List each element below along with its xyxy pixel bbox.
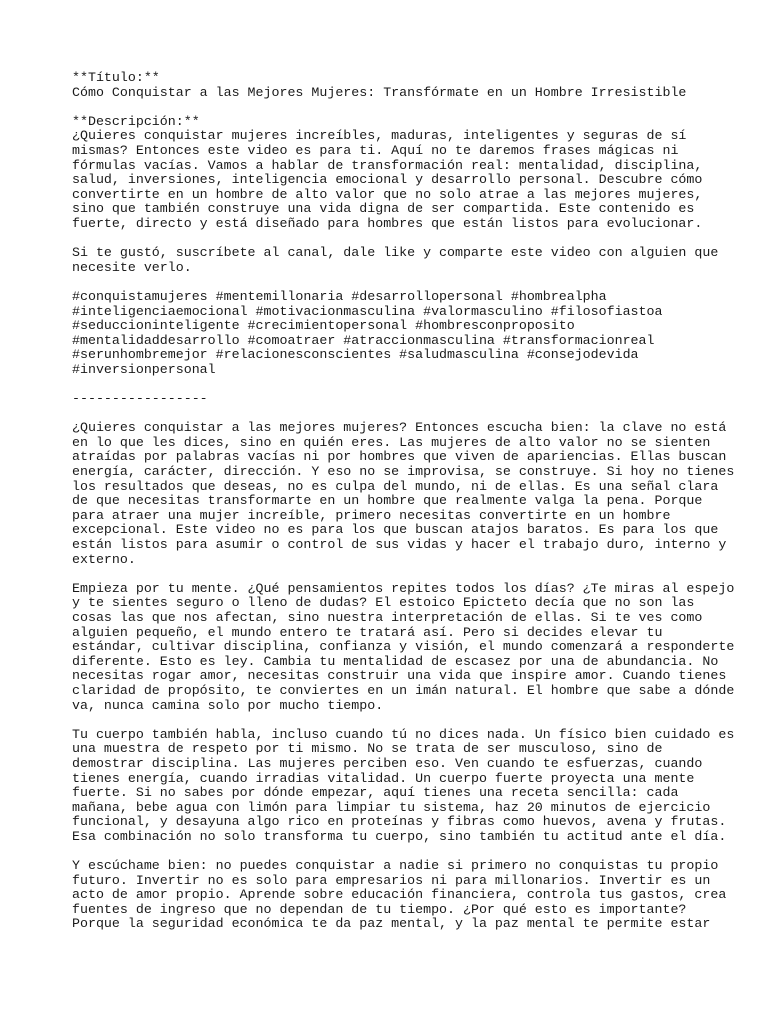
paragraph-line: en lo que les dices, sino en quién eres. Las mujeres de alto valor no se sienten [72, 434, 711, 450]
paragraph-line: necesitas rogar amor, necesitas construir una vida que inspire amor. Cuando tienes [72, 668, 727, 684]
hashtag-line: #seduccioninteligente #crecimientopersonal #hombresconproposito [72, 318, 575, 334]
paragraph-line: fuerte. Si no sabes por dónde empezar, aquí tienes una receta sencilla: cada [72, 785, 679, 801]
document-title: Cómo Conquistar a las Mejores Mujeres: Transfórmate en un Hombre Irresistible [72, 84, 687, 100]
paragraph-2 [72, 580, 735, 713]
description-line: sino que también construye una vida digna de ser compartida. Este contenido es [72, 201, 695, 217]
paragraph-line: y te sientes seguro o lleno de dudas? El estoico Epicteto decía que no son las [72, 595, 695, 611]
document-page [72, 70, 735, 932]
spacer [72, 100, 712, 115]
description-line: ¿Quieres conquistar mujeres increíbles, maduras, inteligentes y seguras de sí [72, 128, 687, 144]
paragraph-line: demostrar disciplina. Las mujeres perciben eso. Ven cuando te esfuerzas, cuando [72, 755, 703, 771]
paragraph-4 [72, 858, 727, 932]
hashtag-line: #mentalidaddesarrollo #comoatraer #atraccionmasculina #transformacionreal [72, 332, 655, 348]
paragraph-line: una muestra de respeto por ti mismo. No se trata de ser musculoso, sino de [72, 741, 663, 757]
paragraph-line: mañana, bebe agua con limón para limpiar tu sistema, haz 20 minutos de ejercicio [72, 799, 711, 815]
paragraph-line: energía, carácter, dirección. Y eso no se improvisa, se construye. Si hoy no tienes [72, 464, 735, 480]
paragraph-line: cosas las que nos afectan, sino nuestra interpretación de ellas. Si te ves como [72, 609, 703, 625]
paragraph-line: están listos para asumir o control de sus vidas y hacer el trabajo duro, interno y [72, 537, 727, 552]
paragraph-line: fuentes de ingreso que no dependan de tu tiempo. ¿Por qué esto es importante? [72, 901, 687, 917]
separator: ----------------- [72, 391, 208, 407]
paragraph-line: externo. [72, 551, 136, 567]
paragraph-line: tienes energía, cuando irradias vitalidad. Un cuerpo fuerte proyecta una mente [72, 770, 695, 786]
paragraph-line: Esa combinación no solo transforma tu cuerpo, sino también tu actitud ante el día. [72, 828, 727, 844]
paragraph-line: claridad de propósito, te conviertes en un imán natural. El hombre que sabe a dónde [72, 682, 735, 698]
description-line: fórmulas vacías. Vamos a hablar de transformación real: mentalidad, disciplina, [72, 157, 703, 173]
paragraph-line: estándar, cultivar disciplina, confianza y visión, el mundo comenzará a responderte [72, 639, 735, 655]
hashtag-line: #inversionpersonal [72, 361, 216, 377]
description-line: salud, inversiones, inteligencia emocional y desarrollo personal. Descubre cómo [72, 172, 703, 188]
spacer [72, 407, 712, 422]
description-block [72, 129, 712, 231]
spacer [72, 275, 712, 290]
paragraph-line: atraídas por palabras vacías ni por hombres que viven de apariencias. Ellas buscan [72, 449, 727, 465]
paragraph-line: Porque la seguridad económica te da paz mental, y la paz mental te permite estar [72, 916, 711, 932]
paragraph-line: ¿Quieres conquistar a las mejores mujeres? Entonces escucha bien: la clave no está [72, 420, 727, 436]
call-to-action [72, 245, 719, 275]
paragraph-line: diferente. Esto es ley. Cambia tu mentalidad de escasez por una de abundancia. No [72, 653, 719, 669]
hashtag-line: #inteligenciaemocional #motivacionmasculina #valormasculino #filosofiastoa [72, 303, 663, 319]
paragraph-1 [72, 420, 735, 567]
paragraph-line: para atraer una mujer increíble, primero necesitas convertirte en un hombre [72, 507, 671, 523]
paragraph-line: funcional, y desayuna algo rico en proteínas y fibras como huevos, avena y frutas. [72, 814, 727, 830]
paragraph-line: va, nunca camina solo por mucho tiempo. [72, 697, 384, 713]
paragraph-line: Tu cuerpo también habla, incluso cuando tú no dices nada. Un físico bien cuidado es [72, 726, 735, 742]
spacer [72, 232, 712, 247]
spacer [72, 567, 712, 582]
description-line: convertirte en un hombre de alto valor que no solo atrae a las mejores mujeres, [72, 186, 703, 202]
paragraph-line: de que necesitas transformarte en un hombre que realmente valga la pena. Porque [72, 493, 703, 509]
cta-line: Si te gustó, suscríbete al canal, dale like y comparte este video con alguien que [72, 245, 719, 261]
paragraph-line: excepcional. Este video no es para los que buscan atajos baratos. Es para los que [72, 522, 719, 538]
paragraph-line: Y escúchame bien: no puedes conquistar a nadie si primero no conquistas tu propio [72, 858, 719, 874]
hashtags-block [72, 290, 712, 378]
paragraph-line: acto de amor propio. Aprende sobre educación financiera, controla tus gastos, crea [72, 887, 727, 903]
description-heading: **Descripción:** [72, 113, 200, 129]
description-line: fuerte, directo y está diseñado para hombres que están listos para evolucionar. [72, 215, 703, 231]
spacer [72, 713, 712, 728]
hashtag-line: #serunhombremejor #relacionesconscientes #saludmasculina #consejodevida [72, 347, 639, 363]
spacer [72, 844, 712, 859]
paragraph-3 [72, 726, 735, 845]
description-line: mismas? Entonces este video es para ti. Aquí no te daremos frases mágicas ni [72, 142, 679, 158]
paragraph-line: Empieza por tu mente. ¿Qué pensamientos repites todos los días? ¿Te miras al espejo [72, 580, 735, 596]
paragraph-line: alguien pequeño, el mundo entero te tratará así. Pero si decides elevar tu [72, 624, 663, 640]
hashtag-line: #conquistamujeres #mentemillonaria #desarrollopersonal #hombrealpha [72, 288, 607, 304]
spacer [72, 377, 712, 392]
paragraph-line: los resultados que deseas, no es culpa del mundo, ni de ellas. Es una señal clara [72, 478, 719, 494]
cta-line: necesite verlo. [72, 259, 192, 275]
paragraph-line: futuro. Invertir no es solo para empresarios ni para millonarios. Invertir es un [72, 872, 711, 888]
title-heading: **Título:** [72, 70, 160, 85]
